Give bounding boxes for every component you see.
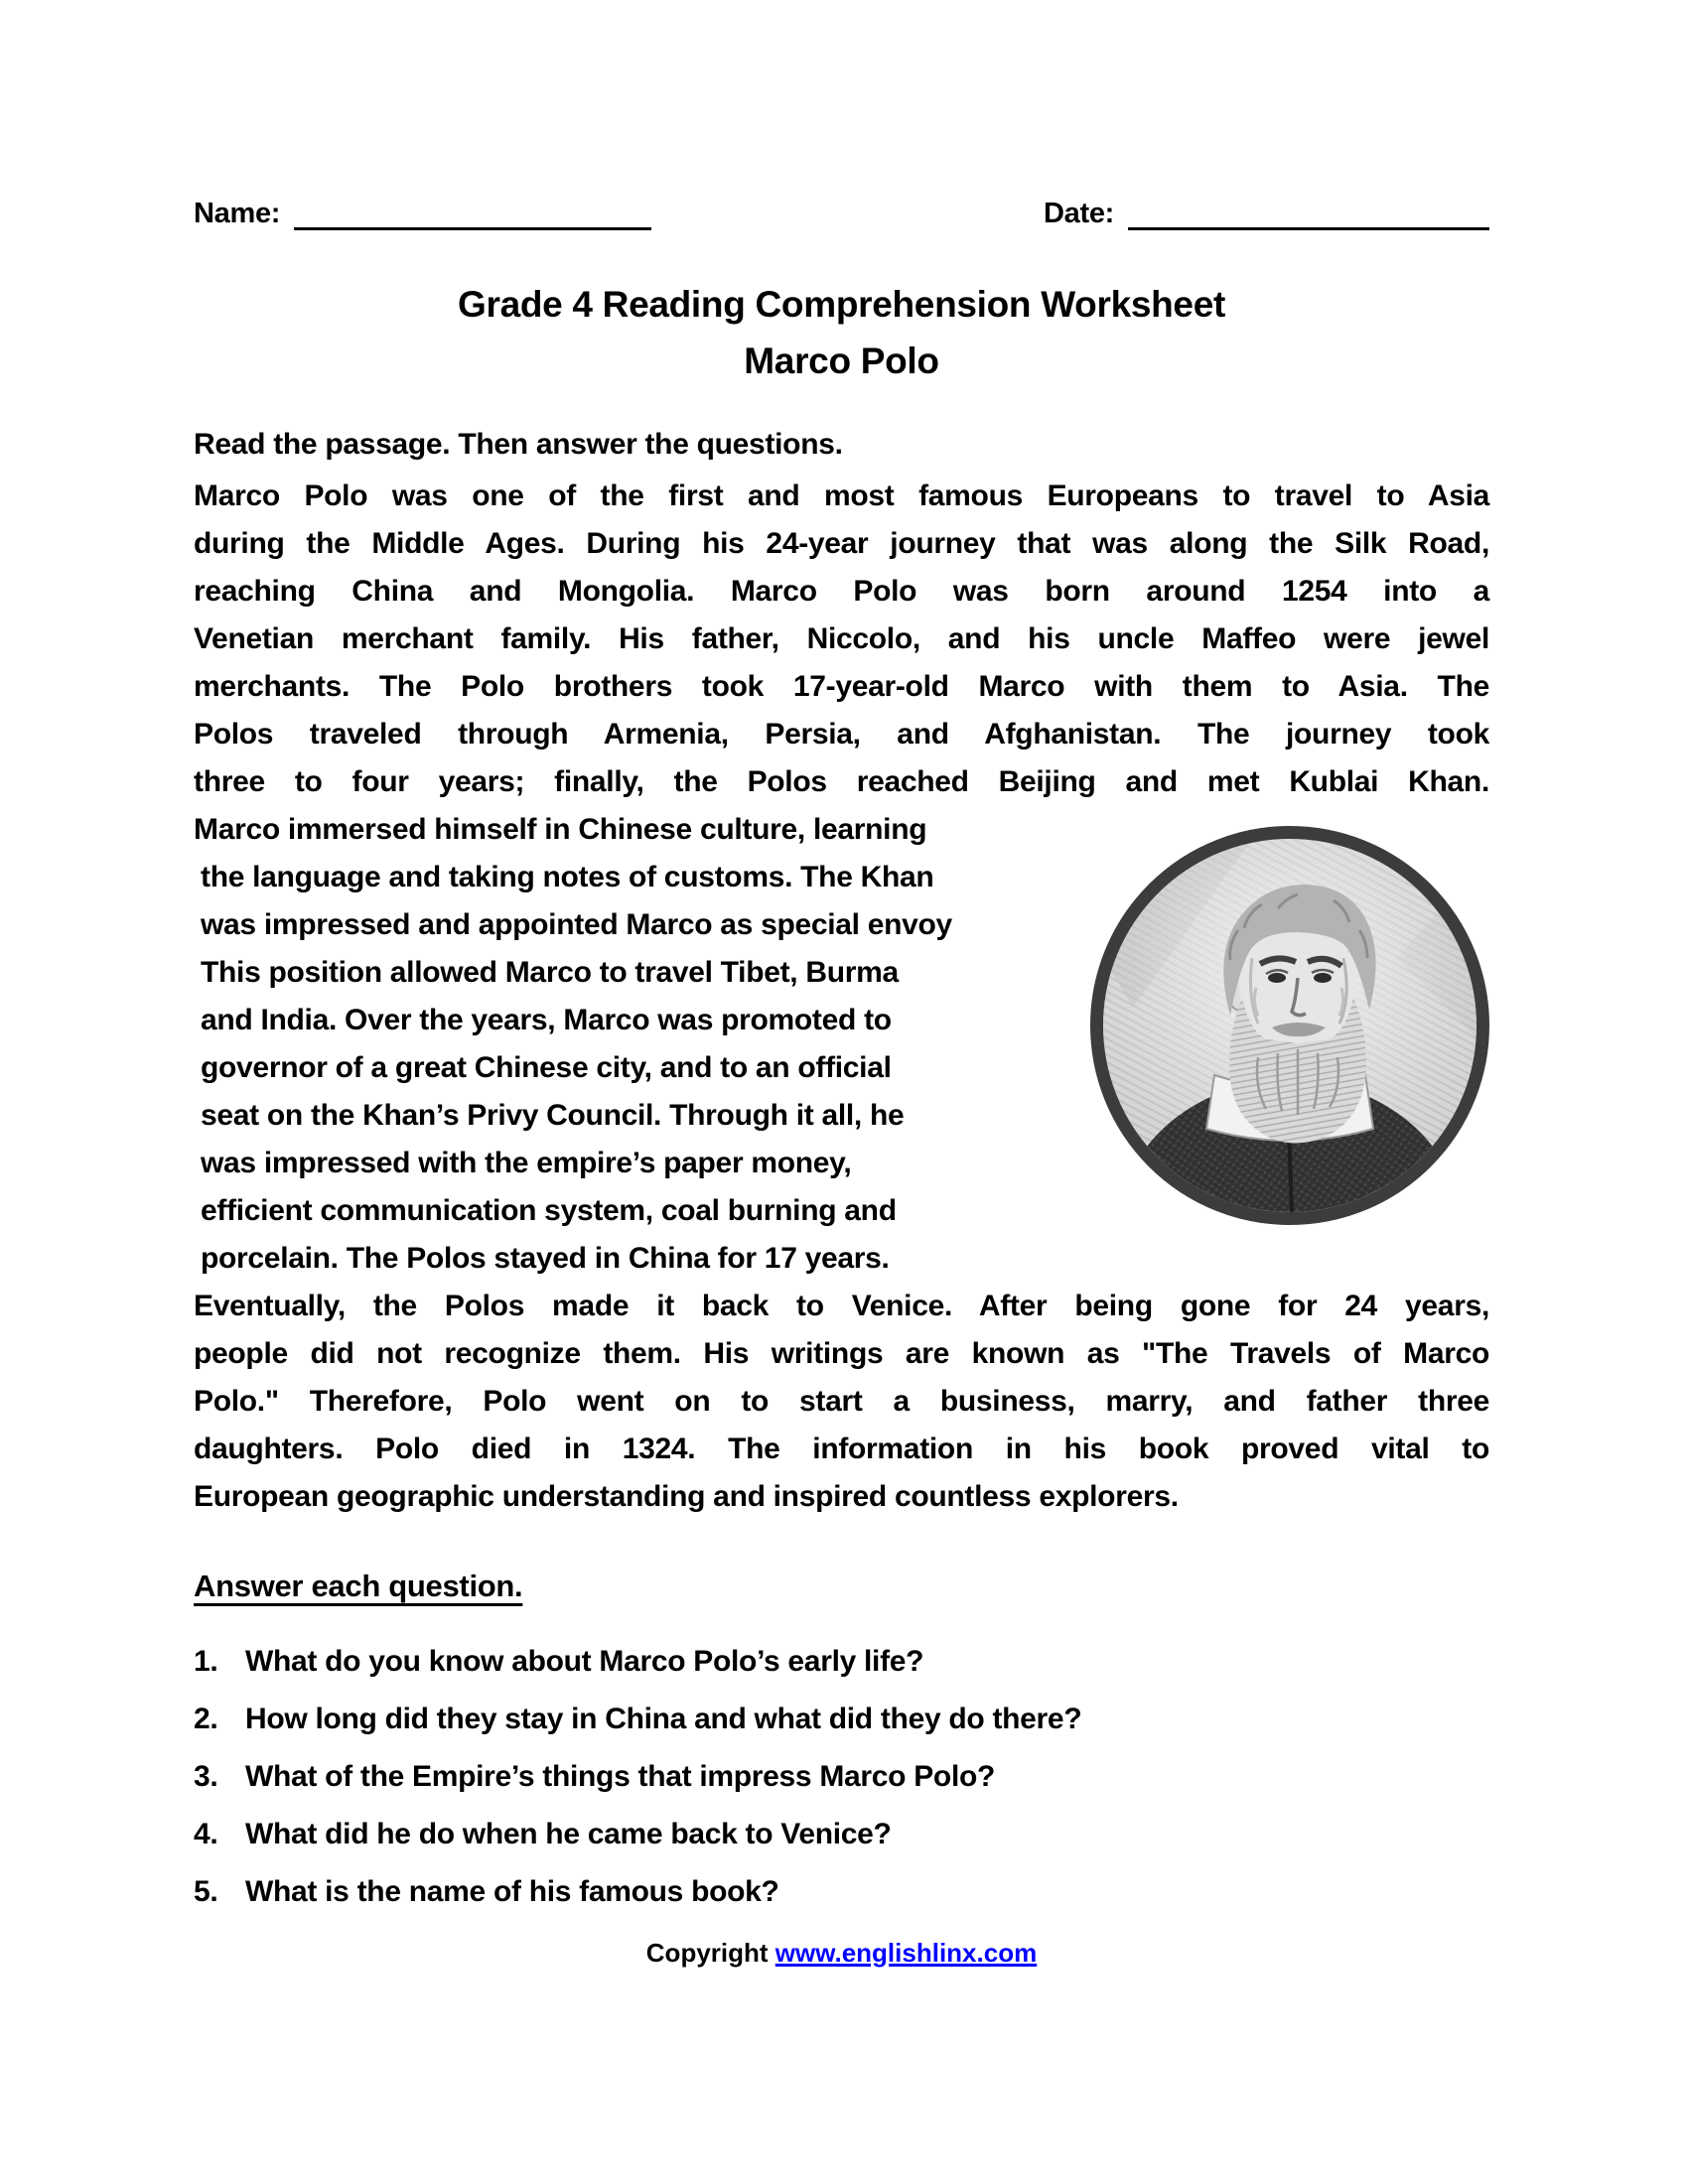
passage-instructions: Read the passage. Then answer the questions. — [194, 428, 843, 461]
footer — [194, 1936, 1489, 1970]
passage-line: governor of a great Chinese city, and to an official — [201, 1051, 892, 1084]
date-field-group — [1044, 197, 1489, 230]
marco-polo-portrait — [1090, 826, 1489, 1225]
date-label: Date: — [1043, 198, 1114, 229]
passage-line: was impressed and appointed Marco as special envoy — [201, 908, 952, 941]
question-text: What do you know about Marco Polo’s early life? — [245, 1645, 924, 1678]
name-field-group — [194, 197, 651, 230]
passage-line: Polos traveled through Armenia, Persia, and Afghanistan. The journey took — [194, 718, 1489, 751]
question-item-2 — [194, 1696, 1489, 1743]
passage-line: was impressed with the empire’s paper money, — [201, 1147, 852, 1179]
passage-line: reaching China and Mongolia. Marco Polo was born around 1254 into a — [194, 575, 1489, 608]
passage-middle-block — [194, 806, 1489, 1283]
passage-line: during the Middle Ages. During his 24-year journey that was along the Silk Road, — [194, 527, 1489, 560]
answer-section-heading: Answer each question. — [194, 1569, 523, 1603]
englishlinx-link[interactable]: www.englishlinx.com — [774, 1938, 1038, 1968]
question-number: 1. — [194, 1645, 218, 1678]
passage-line: Venetian merchant family. His father, Niccolo, and his uncle Maffeo were jewel — [194, 622, 1489, 655]
question-number: 2. — [194, 1703, 218, 1735]
copyright-label: Copyright — [645, 1938, 769, 1968]
worksheet-subtitle: Marco Polo — [744, 341, 939, 381]
name-blank-field[interactable] — [294, 198, 651, 230]
name-label: Name: — [194, 198, 281, 229]
question-number: 5. — [194, 1875, 218, 1908]
passage-line: and India. Over the years, Marco was promoted to — [201, 1004, 892, 1036]
passage-line: seat on the Khan’s Privy Council. Through it all, he — [201, 1099, 905, 1132]
passage-line: Marco immersed himself in Chinese culture, learning — [194, 813, 927, 846]
question-list — [194, 1638, 1489, 1916]
question-number: 4. — [194, 1818, 218, 1850]
passage-line: This position allowed Marco to travel Tibet, Burma — [201, 956, 899, 989]
question-item-5 — [194, 1868, 1489, 1916]
portrait-figure — [1087, 806, 1489, 1283]
passage-line: Polo." Therefore, Polo went on to start a business, marry, and father three — [194, 1385, 1489, 1418]
question-text: How long did they stay in China and what did they do there? — [245, 1703, 1082, 1735]
passage-line: daughters. Polo died in 1324. The information in his book proved vital to — [194, 1433, 1489, 1465]
passage-line: Eventually, the Polos made it back to Venice. After being gone for 24 years, — [194, 1290, 1489, 1322]
passage-line: three to four years; finally, the Polos reached Beijing and met Kublai Khan. — [194, 765, 1489, 798]
passage-line: Marco Polo was one of the first and most famous Europeans to travel to Asia — [194, 479, 1489, 512]
passage-line: merchants. The Polo brothers took 17-year-old Marco with them to Asia. The — [194, 670, 1489, 703]
passage-line: European geographic understanding and inspired countless explorers. — [194, 1480, 1179, 1513]
question-item-1 — [194, 1638, 1489, 1686]
passage-bottom-block — [194, 1283, 1489, 1521]
title-block — [194, 276, 1489, 389]
passage-line: porcelain. The Polos stayed in China for 17 years. — [201, 1242, 890, 1275]
date-blank-field[interactable] — [1128, 198, 1489, 230]
question-text: What of the Empire’s things that impress Marco Polo? — [245, 1760, 996, 1793]
passage-line: the language and taking notes of customs. The Khan — [201, 861, 934, 893]
passage-top-block — [194, 473, 1489, 806]
question-item-3 — [194, 1753, 1489, 1801]
worksheet-title: Grade 4 Reading Comprehension Worksheet — [457, 284, 1225, 325]
question-text: What did he do when he came back to Venice? — [245, 1818, 892, 1850]
passage-line: people did not recognize them. His writings are known as "The Travels of Marco — [194, 1337, 1489, 1370]
passage-line: efficient communication system, coal burning and — [201, 1194, 897, 1227]
passage-middle-text — [194, 806, 1087, 1283]
question-number: 3. — [194, 1760, 218, 1793]
question-text: What is the name of his famous book? — [245, 1875, 779, 1908]
marco-polo-engraving-image — [1103, 839, 1477, 1212]
header-row — [194, 197, 1489, 230]
question-item-4 — [194, 1811, 1489, 1858]
